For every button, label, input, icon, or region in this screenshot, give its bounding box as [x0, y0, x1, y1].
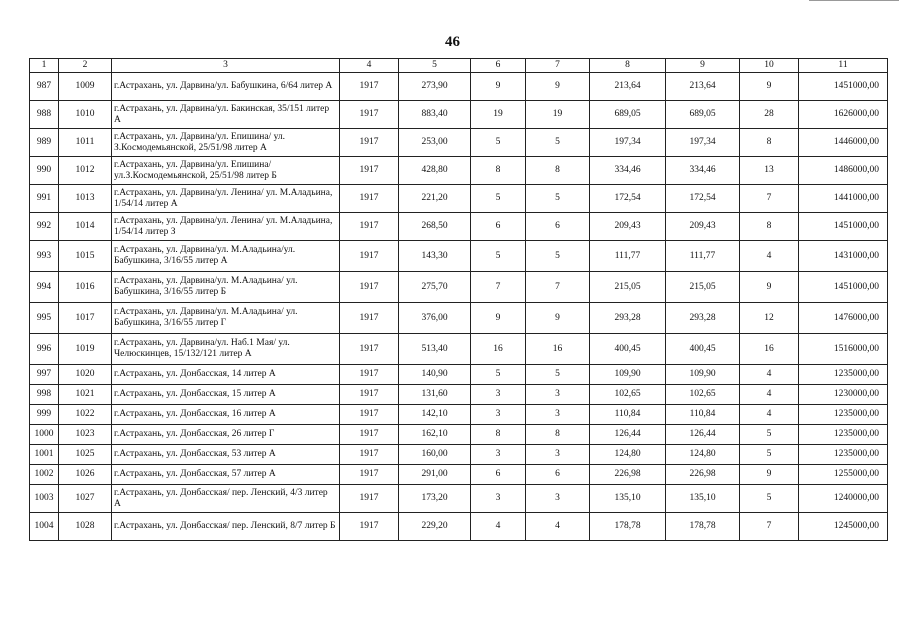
cost-cell: 1476000,00 [799, 303, 888, 334]
col8-cell: 111,77 [590, 241, 666, 272]
col6-cell: 5 [471, 129, 526, 157]
address-cell: г.Астрахань, ул. Донбасская/ пер. Ленский, 8/7 литер Б [112, 513, 340, 541]
col7-cell: 8 [526, 157, 590, 185]
table-row [30, 405, 888, 425]
col9-cell: 215,05 [666, 272, 740, 303]
col6-cell: 16 [471, 334, 526, 365]
column-header: 4 [340, 59, 399, 73]
col6-cell: 3 [471, 405, 526, 425]
record-id-cell: 1010 [59, 101, 112, 129]
col6-cell: 7 [471, 272, 526, 303]
col9-cell: 172,54 [666, 185, 740, 213]
year-cell: 1917 [340, 213, 399, 241]
col6-cell: 5 [471, 241, 526, 272]
col8-cell: 213,64 [590, 73, 666, 101]
table-row [30, 129, 888, 157]
area-cell: 160,00 [399, 445, 471, 465]
year-cell: 1917 [340, 445, 399, 465]
col7-cell: 9 [526, 73, 590, 101]
record-id-cell: 1023 [59, 425, 112, 445]
col10-cell: 13 [740, 157, 799, 185]
area-cell: 513,40 [399, 334, 471, 365]
area-cell: 221,20 [399, 185, 471, 213]
col10-cell: 9 [740, 73, 799, 101]
row-index-cell: 988 [30, 101, 59, 129]
cost-cell: 1516000,00 [799, 334, 888, 365]
col9-cell: 293,28 [666, 303, 740, 334]
table-row [30, 385, 888, 405]
address-cell: г.Астрахань, ул. Дарвина/ул. Епишина/ ул.З.Космодемьянской, 25/51/98 литер Б [112, 157, 340, 185]
col10-cell: 5 [740, 485, 799, 513]
year-cell: 1917 [340, 73, 399, 101]
col7-cell: 7 [526, 272, 590, 303]
col8-cell: 109,90 [590, 365, 666, 385]
year-cell: 1917 [340, 513, 399, 541]
record-id-cell: 1022 [59, 405, 112, 425]
cost-cell: 1626000,00 [799, 101, 888, 129]
row-index-cell: 990 [30, 157, 59, 185]
area-cell: 273,90 [399, 73, 471, 101]
table-row [30, 241, 888, 272]
col8-cell: 126,44 [590, 425, 666, 445]
col10-cell: 9 [740, 272, 799, 303]
year-cell: 1917 [340, 303, 399, 334]
table-row [30, 485, 888, 513]
cost-cell: 1451000,00 [799, 213, 888, 241]
record-id-cell: 1026 [59, 465, 112, 485]
cost-cell: 1240000,00 [799, 485, 888, 513]
address-cell: г.Астрахань, ул. Донбасская/ пер. Ленский, 4/3 литер А [112, 485, 340, 513]
address-cell: г.Астрахань, ул. Донбасская, 16 литер А [112, 405, 340, 425]
col10-cell: 4 [740, 405, 799, 425]
address-cell: г.Астрахань, ул. Дарвина/ул. Наб.1 Мая/ ул. Челюскинцев, 15/132/121 литер А [112, 334, 340, 365]
col8-cell: 135,10 [590, 485, 666, 513]
record-id-cell: 1012 [59, 157, 112, 185]
col9-cell: 209,43 [666, 213, 740, 241]
col8-cell: 293,28 [590, 303, 666, 334]
row-index-cell: 991 [30, 185, 59, 213]
col7-cell: 5 [526, 129, 590, 157]
col10-cell: 4 [740, 241, 799, 272]
col9-cell: 689,05 [666, 101, 740, 129]
record-id-cell: 1009 [59, 73, 112, 101]
col6-cell: 5 [471, 365, 526, 385]
address-cell: г.Астрахань, ул. Дарвина/ул. Ленина/ ул. М.Аладьина, 1/54/14 литер А [112, 185, 340, 213]
cost-cell: 1235000,00 [799, 425, 888, 445]
header-row [30, 59, 888, 73]
col7-cell: 3 [526, 385, 590, 405]
address-cell: г.Астрахань, ул. Донбасская, 57 литер А [112, 465, 340, 485]
col7-cell: 19 [526, 101, 590, 129]
cost-cell: 1235000,00 [799, 445, 888, 465]
column-header: 2 [59, 59, 112, 73]
record-id-cell: 1016 [59, 272, 112, 303]
column-header: 8 [590, 59, 666, 73]
address-cell: г.Астрахань, ул. Донбасская, 26 литер Г [112, 425, 340, 445]
col8-cell: 178,78 [590, 513, 666, 541]
col10-cell: 7 [740, 513, 799, 541]
cost-cell: 1441000,00 [799, 185, 888, 213]
col6-cell: 6 [471, 465, 526, 485]
area-cell: 883,40 [399, 101, 471, 129]
area-cell: 268,50 [399, 213, 471, 241]
column-header: 5 [399, 59, 471, 73]
record-id-cell: 1027 [59, 485, 112, 513]
col6-cell: 19 [471, 101, 526, 129]
column-header: 1 [30, 59, 59, 73]
address-cell: г.Астрахань, ул. Донбасская, 53 литер А [112, 445, 340, 465]
col7-cell: 9 [526, 303, 590, 334]
row-index-cell: 992 [30, 213, 59, 241]
area-cell: 376,00 [399, 303, 471, 334]
year-cell: 1917 [340, 405, 399, 425]
area-cell: 275,70 [399, 272, 471, 303]
col10-cell: 12 [740, 303, 799, 334]
address-cell: г.Астрахань, ул. Дарвина/ул. Епишина/ ул. З.Космодемьянской, 25/51/98 литер А [112, 129, 340, 157]
col6-cell: 3 [471, 385, 526, 405]
table-row [30, 272, 888, 303]
record-id-cell: 1017 [59, 303, 112, 334]
row-index-cell: 993 [30, 241, 59, 272]
col8-cell: 197,34 [590, 129, 666, 157]
col7-cell: 5 [526, 185, 590, 213]
col10-cell: 8 [740, 213, 799, 241]
row-index-cell: 987 [30, 73, 59, 101]
row-index-cell: 1003 [30, 485, 59, 513]
year-cell: 1917 [340, 272, 399, 303]
area-cell: 140,90 [399, 365, 471, 385]
col6-cell: 9 [471, 73, 526, 101]
record-id-cell: 1011 [59, 129, 112, 157]
address-cell: г.Астрахань, ул. Дарвина/ул. Бабушкина, 6/64 литер А [112, 73, 340, 101]
col10-cell: 5 [740, 425, 799, 445]
col8-cell: 226,98 [590, 465, 666, 485]
area-cell: 162,10 [399, 425, 471, 445]
cost-cell: 1235000,00 [799, 365, 888, 385]
col9-cell: 213,64 [666, 73, 740, 101]
year-cell: 1917 [340, 185, 399, 213]
col8-cell: 689,05 [590, 101, 666, 129]
record-id-cell: 1019 [59, 334, 112, 365]
area-cell: 131,60 [399, 385, 471, 405]
col7-cell: 8 [526, 425, 590, 445]
col6-cell: 4 [471, 513, 526, 541]
col7-cell: 3 [526, 445, 590, 465]
col7-cell: 6 [526, 465, 590, 485]
row-index-cell: 999 [30, 405, 59, 425]
col7-cell: 5 [526, 365, 590, 385]
record-id-cell: 1015 [59, 241, 112, 272]
area-cell: 428,80 [399, 157, 471, 185]
col9-cell: 178,78 [666, 513, 740, 541]
table-row [30, 425, 888, 445]
cost-cell: 1431000,00 [799, 241, 888, 272]
col8-cell: 124,80 [590, 445, 666, 465]
col10-cell: 28 [740, 101, 799, 129]
row-index-cell: 1004 [30, 513, 59, 541]
cost-cell: 1255000,00 [799, 465, 888, 485]
col9-cell: 110,84 [666, 405, 740, 425]
address-cell: г.Астрахань, ул. Дарвина/ул. М.Аладьина/ ул. Бабушкина, 3/16/55 литер Г [112, 303, 340, 334]
year-cell: 1917 [340, 241, 399, 272]
col9-cell: 334,46 [666, 157, 740, 185]
cost-cell: 1486000,00 [799, 157, 888, 185]
column-header: 10 [740, 59, 799, 73]
row-index-cell: 998 [30, 385, 59, 405]
col9-cell: 226,98 [666, 465, 740, 485]
column-header: 9 [666, 59, 740, 73]
page-corner-mark [809, 0, 899, 1]
year-cell: 1917 [340, 129, 399, 157]
col8-cell: 215,05 [590, 272, 666, 303]
record-id-cell: 1013 [59, 185, 112, 213]
table-body [30, 73, 888, 541]
year-cell: 1917 [340, 465, 399, 485]
col8-cell: 102,65 [590, 385, 666, 405]
col9-cell: 102,65 [666, 385, 740, 405]
year-cell: 1917 [340, 425, 399, 445]
area-cell: 253,00 [399, 129, 471, 157]
year-cell: 1917 [340, 157, 399, 185]
row-index-cell: 1001 [30, 445, 59, 465]
col8-cell: 334,46 [590, 157, 666, 185]
col8-cell: 209,43 [590, 213, 666, 241]
address-cell: г.Астрахань, ул. Дарвина/ул. М.Аладьина/ ул. Бабушкина, 3/16/55 литер Б [112, 272, 340, 303]
col9-cell: 109,90 [666, 365, 740, 385]
col6-cell: 5 [471, 185, 526, 213]
year-cell: 1917 [340, 334, 399, 365]
col9-cell: 400,45 [666, 334, 740, 365]
col10-cell: 4 [740, 365, 799, 385]
col10-cell: 4 [740, 385, 799, 405]
col7-cell: 5 [526, 241, 590, 272]
row-index-cell: 996 [30, 334, 59, 365]
col7-cell: 3 [526, 405, 590, 425]
col9-cell: 124,80 [666, 445, 740, 465]
table-row [30, 465, 888, 485]
col6-cell: 3 [471, 485, 526, 513]
row-index-cell: 995 [30, 303, 59, 334]
col10-cell: 7 [740, 185, 799, 213]
col9-cell: 111,77 [666, 241, 740, 272]
table-row [30, 213, 888, 241]
col6-cell: 8 [471, 157, 526, 185]
col6-cell: 9 [471, 303, 526, 334]
record-id-cell: 1028 [59, 513, 112, 541]
column-header: 7 [526, 59, 590, 73]
cost-cell: 1245000,00 [799, 513, 888, 541]
address-cell: г.Астрахань, ул. Донбасская, 15 литер А [112, 385, 340, 405]
col8-cell: 400,45 [590, 334, 666, 365]
year-cell: 1917 [340, 365, 399, 385]
column-header: 6 [471, 59, 526, 73]
year-cell: 1917 [340, 485, 399, 513]
table-row [30, 157, 888, 185]
page-number: 46 [445, 34, 460, 50]
year-cell: 1917 [340, 385, 399, 405]
col7-cell: 16 [526, 334, 590, 365]
row-index-cell: 1000 [30, 425, 59, 445]
row-index-cell: 989 [30, 129, 59, 157]
registry-table [29, 58, 888, 541]
col6-cell: 6 [471, 213, 526, 241]
address-cell: г.Астрахань, ул. Дарвина/ул. Ленина/ ул. М.Аладьина, 1/54/14 литер З [112, 213, 340, 241]
record-id-cell: 1020 [59, 365, 112, 385]
table-row [30, 185, 888, 213]
row-index-cell: 1002 [30, 465, 59, 485]
col10-cell: 5 [740, 445, 799, 465]
area-cell: 143,30 [399, 241, 471, 272]
area-cell: 173,20 [399, 485, 471, 513]
col6-cell: 8 [471, 425, 526, 445]
column-header: 3 [112, 59, 340, 73]
col6-cell: 3 [471, 445, 526, 465]
column-header: 11 [799, 59, 888, 73]
col9-cell: 197,34 [666, 129, 740, 157]
address-cell: г.Астрахань, ул. Дарвина/ул. М.Аладьина/ул. Бабушкина, 3/16/55 литер А [112, 241, 340, 272]
address-cell: г.Астрахань, ул. Дарвина/ул. Бакинская, 35/151 литер А [112, 101, 340, 129]
address-cell: г.Астрахань, ул. Донбасская, 14 литер А [112, 365, 340, 385]
col8-cell: 172,54 [590, 185, 666, 213]
col7-cell: 6 [526, 213, 590, 241]
col10-cell: 8 [740, 129, 799, 157]
row-index-cell: 997 [30, 365, 59, 385]
cost-cell: 1451000,00 [799, 73, 888, 101]
area-cell: 142,10 [399, 405, 471, 425]
table-row [30, 73, 888, 101]
year-cell: 1917 [340, 101, 399, 129]
record-id-cell: 1014 [59, 213, 112, 241]
col8-cell: 110,84 [590, 405, 666, 425]
row-index-cell: 994 [30, 272, 59, 303]
table-row [30, 513, 888, 541]
cost-cell: 1230000,00 [799, 385, 888, 405]
table-row [30, 445, 888, 465]
col9-cell: 135,10 [666, 485, 740, 513]
area-cell: 291,00 [399, 465, 471, 485]
table-row [30, 334, 888, 365]
cost-cell: 1235000,00 [799, 405, 888, 425]
col10-cell: 9 [740, 465, 799, 485]
col7-cell: 4 [526, 513, 590, 541]
cost-cell: 1451000,00 [799, 272, 888, 303]
table-row [30, 101, 888, 129]
cost-cell: 1446000,00 [799, 129, 888, 157]
table-row [30, 303, 888, 334]
table-row [30, 365, 888, 385]
record-id-cell: 1021 [59, 385, 112, 405]
area-cell: 229,20 [399, 513, 471, 541]
col7-cell: 3 [526, 485, 590, 513]
record-id-cell: 1025 [59, 445, 112, 465]
col10-cell: 16 [740, 334, 799, 365]
col9-cell: 126,44 [666, 425, 740, 445]
